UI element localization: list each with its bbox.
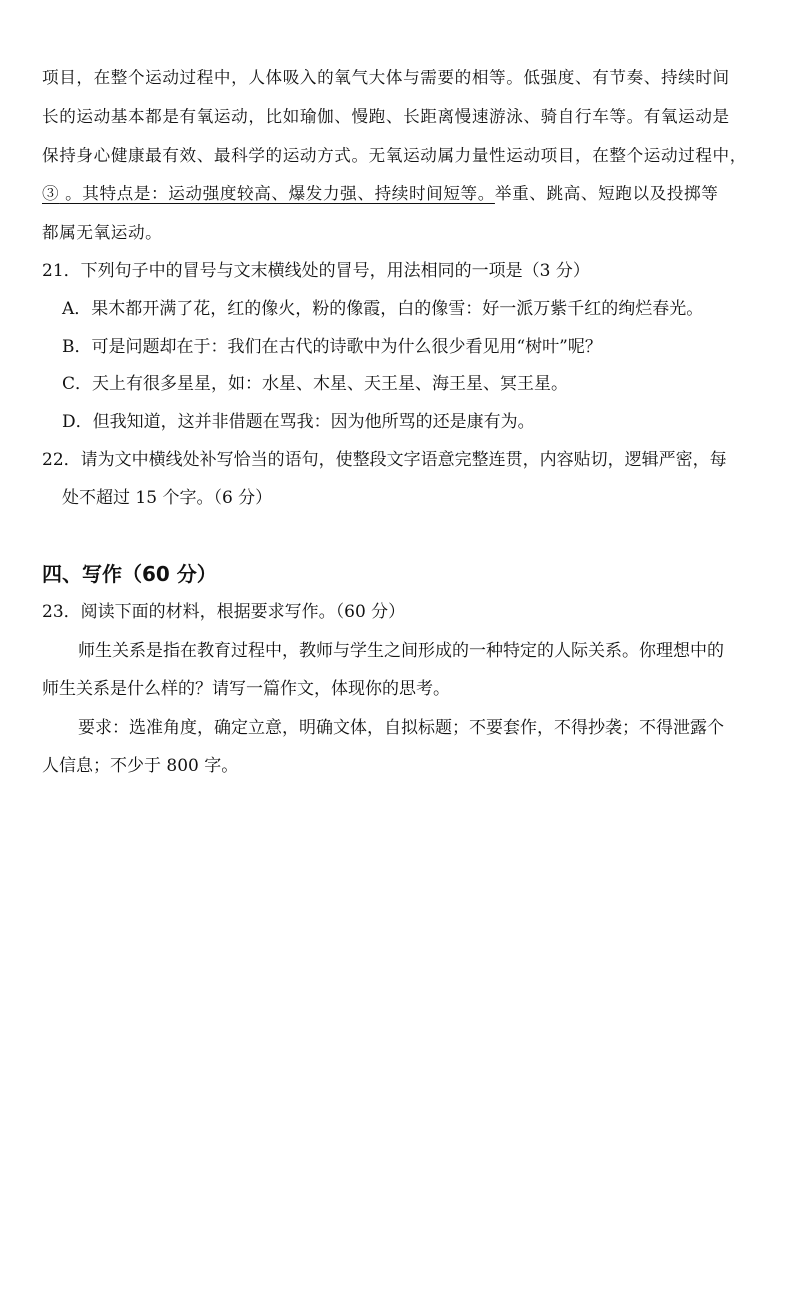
material-line-1: 师生关系是指在教育过程中，教师与学生之间形成的一种特定的人际关系。你理想中的 xyxy=(78,641,724,661)
passage-line-5: 都属无氧运动。 xyxy=(42,223,163,242)
blank-number: ③ xyxy=(42,184,60,203)
material-line-2: 师生关系是什么样的？请写一篇作文，体现你的思考。 xyxy=(42,679,450,699)
option-a: A．果木都开满了花，红的像火，粉的像霞，白的像雪：好一派万紫千红的绚烂春光。 xyxy=(62,299,704,319)
passage-line-4 xyxy=(42,182,718,206)
question-22-line-1: 22．请为文中横线处补写恰当的语句，使整段文字语意完整连贯，内容贴切，逻辑严密，每 xyxy=(42,450,727,470)
passage-line-4-rest: 举重、跳高、短跑以及投掷等 xyxy=(494,184,719,203)
passage-line-1: 项目，在整个运动过程中，人体吸入的氧气大体与需要的相等。低强度、有节奏、持续时间 xyxy=(42,68,730,87)
requirement-line-2: 人信息；不少于 800 字。 xyxy=(42,756,239,776)
passage-line-3: 保持身心健康最有效、最科学的运动方式。无氧运动属力量性运动项目，在整个运动过程中， xyxy=(42,146,747,165)
underlined-sentence: 。其特点是：运动强度较高、爆发力强、持续时间短等。 xyxy=(59,184,495,203)
question-23-stem: 23．阅读下面的材料，根据要求写作。（60 分） xyxy=(42,602,406,622)
question-22-line-2: 处不超过 15 个字。（6 分） xyxy=(62,488,273,508)
option-c: C．天上有很多星星，如：水星、木星、天王星、海王星、冥王星。 xyxy=(62,374,569,394)
option-d: D．但我知道，这并非借题在骂我：因为他所骂的还是康有为。 xyxy=(62,412,535,432)
requirement-line-1: 要求：选准角度，确定立意，明确文体，自拟标题；不要套作，不得抄袭；不得泄露个 xyxy=(78,718,724,738)
option-b: B．可是问题却在于：我们在古代的诗歌中为什么很少看见用“树叶”呢？ xyxy=(62,337,602,357)
question-21-stem: 21．下列句子中的冒号与文末横线处的冒号，用法相同的一项是（3 分） xyxy=(42,261,590,281)
section-heading: 四、写作（60 分） xyxy=(42,562,217,586)
passage-line-2: 长的运动基本都是有氧运动，比如瑜伽、慢跑、长距离慢速游泳、骑自行车等。有氧运动是 xyxy=(42,107,730,126)
